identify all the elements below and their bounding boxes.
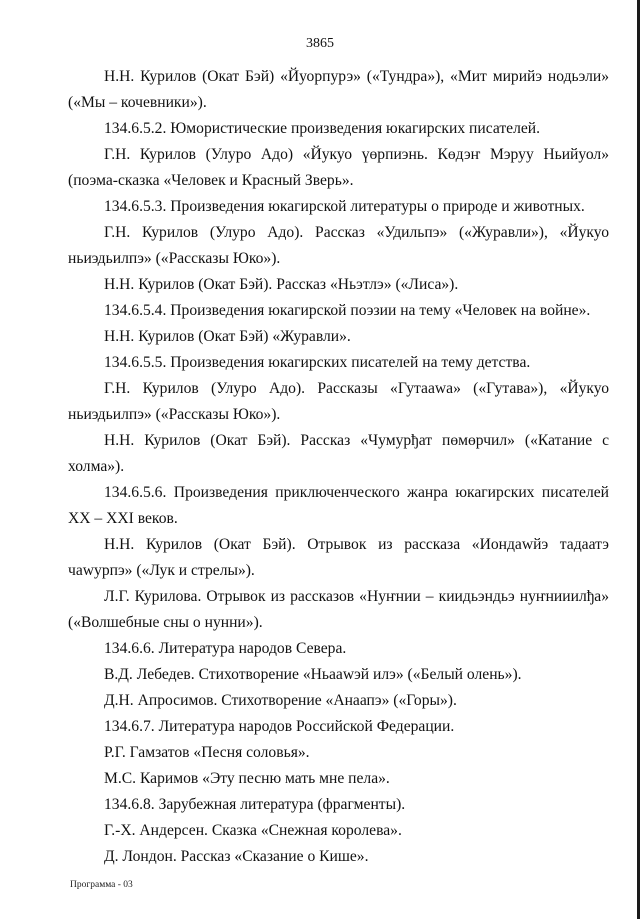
section-heading: 134.6.7. Литература народов Российской Федерации. — [104, 718, 455, 735]
section-heading: 134.6.5.5. Произведения юкагирских писателей на тему детства. — [104, 354, 531, 371]
paragraph: Г.Н. Курилов (Улуро Адо) «Йукуо үөрпиэнь. Көдэҥ Мэруу Ньийуол» (поэма-сказка «Человек и Красный Зверь». — [68, 146, 609, 189]
document-body — [68, 64, 609, 870]
paragraph: Р.Г. Гамзатов «Песня соловья». — [104, 744, 310, 761]
paragraph: Г.Н. Курилов (Улуро Адо). Рассказ «Удильпэ» («Журавли»), «Йукуо ньиэдьилпэ» («Рассказы Юко»). — [68, 224, 609, 267]
paragraph: Г.-Х. Андерсен. Сказка «Снежная королева». — [104, 822, 402, 839]
section-heading: 134.6.5.4. Произведения юкагирской поэзии на тему «Человек на войне». — [104, 302, 591, 319]
paragraph: В.Д. Лебедев. Стихотворение «Ньааwэй илэ» («Белый олень»). — [104, 666, 522, 683]
page-footer: Программа - 03 — [70, 880, 133, 890]
paragraph: Г.Н. Курилов (Улуро Адо). Рассказы «Гутаawа» («Гутава»), «Йукуо ньиэдьилпэ» («Рассказы Юко»). — [68, 380, 609, 423]
section-heading: 134.6.5.2. Юмористические произведения юкагирских писателей. — [104, 120, 541, 137]
paragraph: Л.Г. Курилова. Отрывок из рассказов «Нуҥнии – киидьэндьэ нуҥнииилђа» («Волшебные сны о нунни»). — [68, 588, 609, 631]
section-heading: 134.6.5.3. Произведения юкагирской литературы о природе и животных. — [104, 198, 585, 215]
section-heading: 134.6.6. Литература народов Севера. — [104, 640, 347, 657]
section-heading: 134.6.5.6. Произведения приключенческого жанра юкагирских писателей XX – XXI веков. — [68, 484, 609, 527]
page-number: 3865 — [306, 36, 334, 51]
paragraph: Н.Н. Курилов (Окат Бэй). Рассказ «Ньэтлэ» («Лиса»). — [104, 276, 459, 293]
paragraph: М.С. Каримов «Эту песню мать мне пела». — [104, 770, 390, 787]
paragraph: Н.Н. Курилов (Окат Бэй) «Журавли». — [104, 328, 351, 345]
section-heading: 134.6.8. Зарубежная литература (фрагменты). — [104, 796, 406, 813]
paragraph: Н.Н. Курилов (Окат Бэй). Отрывок из рассказа «Иондаwйэ тадаатэ чаwурпэ» («Лук и стрелы»). — [68, 536, 609, 579]
paragraph: Д.Н. Апросимов. Стихотворение «Анаапэ» («Горы»). — [104, 692, 457, 709]
paragraph: Н.Н. Курилов (Окат Бэй). Рассказ «Чумурђат пөмөрчил» («Катание с холма»). — [68, 432, 609, 475]
paragraph: Д. Лондон. Рассказ «Сказание о Кише». — [104, 848, 369, 865]
paragraph: Н.Н. Курилов (Окат Бэй) «Йуорпурэ» («Тундра»), «Мит мирийэ нодьэли» («Мы – кочевники»). — [68, 68, 609, 111]
